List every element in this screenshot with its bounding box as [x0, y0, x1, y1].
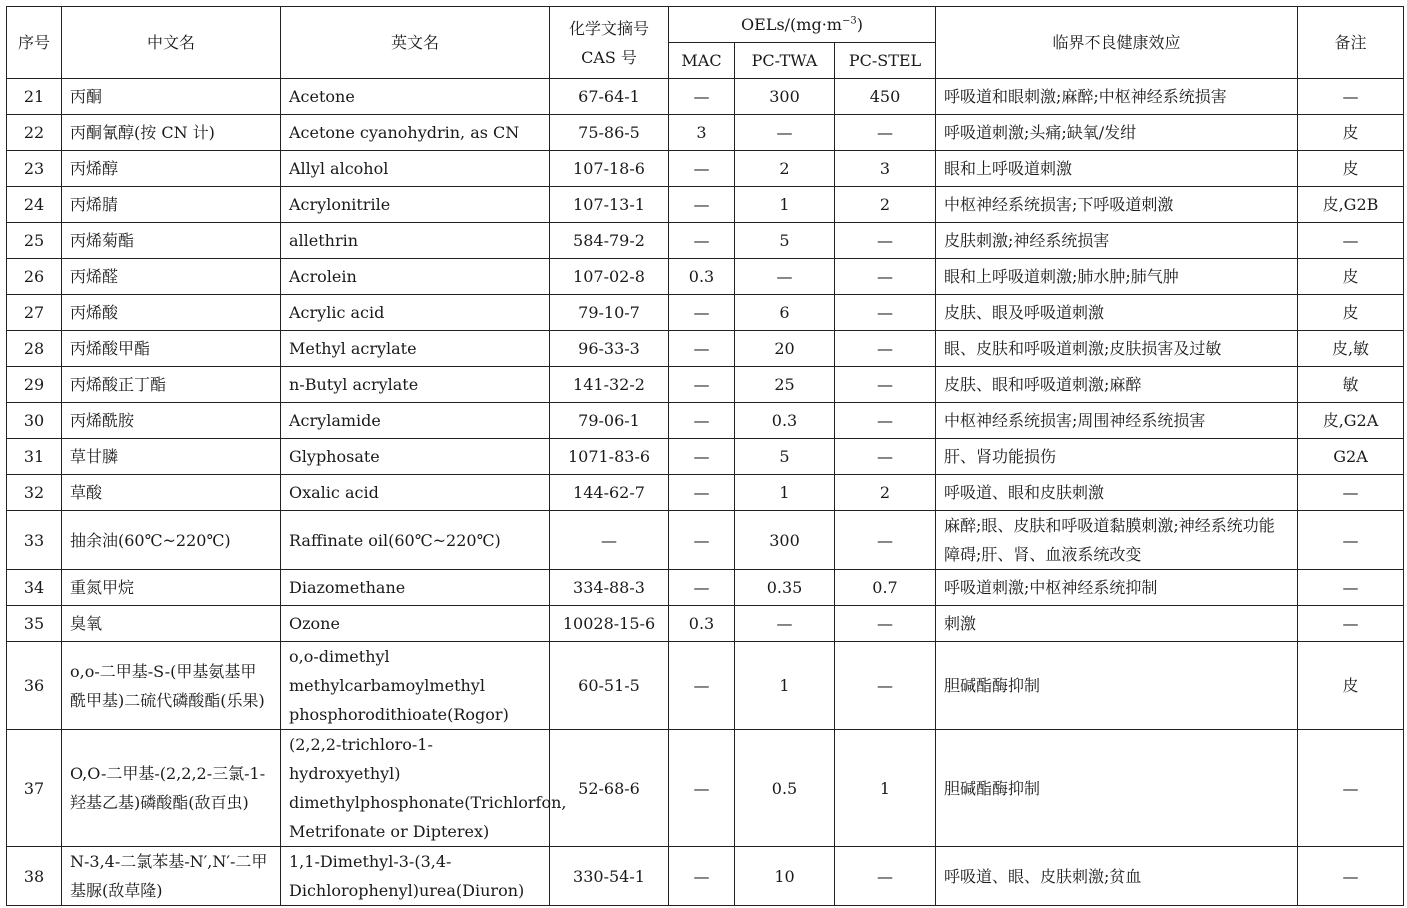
row-mac: —	[669, 187, 735, 223]
row-cn-name: 草酸	[62, 475, 281, 511]
row-pc-twa: —	[735, 606, 835, 642]
row-en-name: Glyphosate	[281, 439, 550, 475]
row-cn-name: 草甘膦	[62, 439, 281, 475]
row-cas: 1071-83-6	[550, 439, 669, 475]
table-row	[7, 847, 1404, 906]
row-pc-twa: 1	[735, 187, 835, 223]
row-remark: —	[1298, 570, 1404, 606]
row-en-name: Raffinate oil(60℃~220℃)	[281, 511, 550, 570]
row-cn-name: 丙烯醇	[62, 151, 281, 187]
row-remark: —	[1298, 606, 1404, 642]
row-effect: 中枢神经系统损害;周围神经系统损害	[936, 403, 1298, 439]
row-cn-name: 丙酮	[62, 79, 281, 115]
row-en-name: Ozone	[281, 606, 550, 642]
row-pc-twa: 5	[735, 223, 835, 259]
row-pc-stel: —	[835, 331, 936, 367]
row-mac: —	[669, 403, 735, 439]
row-remark: 皮	[1298, 115, 1404, 151]
row-cn-name: 丙烯醛	[62, 259, 281, 295]
row-effect: 呼吸道刺激;中枢神经系统抑制	[936, 570, 1298, 606]
row-cas: 96-33-3	[550, 331, 669, 367]
row-pc-twa: 300	[735, 511, 835, 570]
row-mac: —	[669, 367, 735, 403]
table-row	[7, 475, 1404, 511]
row-remark: 皮	[1298, 642, 1404, 730]
row-cas: 52-68-6	[550, 730, 669, 847]
row-pc-stel: —	[835, 367, 936, 403]
header-pc-twa: PC-TWA	[735, 43, 835, 79]
row-cas: —	[550, 511, 669, 570]
header-pc-stel: PC-STEL	[835, 43, 936, 79]
row-en-name: Acrylonitrile	[281, 187, 550, 223]
header-cas-line1: 化学文摘号	[568, 18, 649, 38]
row-pc-stel: —	[835, 259, 936, 295]
row-en-name: Diazomethane	[281, 570, 550, 606]
table-row	[7, 259, 1404, 295]
header-oels-prefix: OELs/(mg·m	[741, 15, 842, 34]
row-seq: 36	[7, 642, 62, 730]
row-mac: —	[669, 331, 735, 367]
row-mac: —	[669, 223, 735, 259]
row-en-name: n-Butyl acrylate	[281, 367, 550, 403]
row-remark: 皮	[1298, 295, 1404, 331]
header-cas	[550, 7, 669, 79]
table-row	[7, 367, 1404, 403]
row-effect: 眼和上呼吸道刺激	[936, 151, 1298, 187]
table-row	[7, 511, 1404, 570]
row-seq: 27	[7, 295, 62, 331]
row-seq: 26	[7, 259, 62, 295]
table-row	[7, 115, 1404, 151]
row-remark: 皮,G2B	[1298, 187, 1404, 223]
table-row	[7, 295, 1404, 331]
row-pc-stel: —	[835, 511, 936, 570]
row-remark: —	[1298, 223, 1404, 259]
header-oels	[669, 7, 936, 43]
row-pc-stel: 2	[835, 475, 936, 511]
row-pc-twa: 1	[735, 642, 835, 730]
row-cas: 79-10-7	[550, 295, 669, 331]
row-pc-stel: 3	[835, 151, 936, 187]
row-cas: 141-32-2	[550, 367, 669, 403]
row-pc-twa: 0.35	[735, 570, 835, 606]
row-pc-twa: —	[735, 115, 835, 151]
row-mac: —	[669, 511, 735, 570]
row-effect: 呼吸道刺激;头痛;缺氧/发绀	[936, 115, 1298, 151]
row-en-name: Acrylamide	[281, 403, 550, 439]
row-cas: 75-86-5	[550, 115, 669, 151]
row-en-name: Acetone	[281, 79, 550, 115]
row-cn-name: O,O-二甲基-(2,2,2-三氯-1-羟基乙基)磷酸酯(敌百虫)	[62, 730, 281, 847]
row-pc-twa: 6	[735, 295, 835, 331]
row-en-name: allethrin	[281, 223, 550, 259]
row-mac: —	[669, 439, 735, 475]
row-remark: G2A	[1298, 439, 1404, 475]
header-seq: 序号	[7, 7, 62, 79]
row-pc-twa: 0.3	[735, 403, 835, 439]
row-seq: 28	[7, 331, 62, 367]
row-cas: 330-54-1	[550, 847, 669, 906]
table-row	[7, 606, 1404, 642]
row-seq: 29	[7, 367, 62, 403]
row-cas: 107-02-8	[550, 259, 669, 295]
row-seq: 31	[7, 439, 62, 475]
row-cn-name: 抽余油(60℃~220℃)	[62, 511, 281, 570]
table-row	[7, 331, 1404, 367]
row-pc-stel: —	[835, 115, 936, 151]
header-remark: 备注	[1298, 7, 1404, 79]
header-en-name: 英文名	[281, 7, 550, 79]
row-pc-twa: —	[735, 259, 835, 295]
oel-table	[6, 6, 1404, 906]
row-pc-stel: —	[835, 606, 936, 642]
table-row	[7, 187, 1404, 223]
row-effect: 皮肤、眼和呼吸道刺激;麻醉	[936, 367, 1298, 403]
row-cn-name: N-3,4-二氯苯基-N′,N′-二甲基脲(敌草隆)	[62, 847, 281, 906]
row-mac: —	[669, 570, 735, 606]
row-cn-name: 丙烯酸	[62, 295, 281, 331]
row-remark: —	[1298, 475, 1404, 511]
row-pc-twa: 25	[735, 367, 835, 403]
table-row	[7, 642, 1404, 730]
row-en-name: Acrolein	[281, 259, 550, 295]
table-body	[7, 79, 1404, 906]
row-remark: —	[1298, 79, 1404, 115]
row-cas: 60-51-5	[550, 642, 669, 730]
row-cas: 107-18-6	[550, 151, 669, 187]
row-cas: 334-88-3	[550, 570, 669, 606]
header-effect: 临界不良健康效应	[936, 7, 1298, 79]
row-remark: 皮	[1298, 259, 1404, 295]
row-seq: 37	[7, 730, 62, 847]
row-cn-name: 丙酮氰醇(按 CN 计)	[62, 115, 281, 151]
row-pc-stel: 0.7	[835, 570, 936, 606]
row-mac: —	[669, 847, 735, 906]
row-cas: 144-62-7	[550, 475, 669, 511]
row-remark: 皮,敏	[1298, 331, 1404, 367]
row-pc-stel: —	[835, 223, 936, 259]
row-en-name: Allyl alcohol	[281, 151, 550, 187]
row-remark: —	[1298, 847, 1404, 906]
row-cn-name: 丙烯菊酯	[62, 223, 281, 259]
table-row	[7, 223, 1404, 259]
row-seq: 21	[7, 79, 62, 115]
table-row	[7, 79, 1404, 115]
table-row	[7, 403, 1404, 439]
row-pc-twa: 1	[735, 475, 835, 511]
header-mac: MAC	[669, 43, 735, 79]
row-cn-name: 丙烯酸甲酯	[62, 331, 281, 367]
header-cas-line2: CAS 号	[581, 47, 637, 67]
row-remark: —	[1298, 511, 1404, 570]
row-en-name: o,o-dimethyl methylcarbamoylmethyl phosphorodithioate(Rogor)	[281, 642, 550, 730]
row-pc-twa: 20	[735, 331, 835, 367]
row-cas: 107-13-1	[550, 187, 669, 223]
row-mac: —	[669, 642, 735, 730]
row-cn-name: 丙烯酸正丁酯	[62, 367, 281, 403]
row-seq: 25	[7, 223, 62, 259]
row-pc-stel: —	[835, 847, 936, 906]
row-en-name: Acetone cyanohydrin, as CN	[281, 115, 550, 151]
row-effect: 刺激	[936, 606, 1298, 642]
row-effect: 胆碱酯酶抑制	[936, 730, 1298, 847]
row-mac: 0.3	[669, 606, 735, 642]
row-mac: —	[669, 151, 735, 187]
row-cn-name: o,o-二甲基-S-(甲基氨基甲酰甲基)二硫代磷酸酯(乐果)	[62, 642, 281, 730]
row-cn-name: 臭氧	[62, 606, 281, 642]
row-en-name: 1,1-Dimethyl-3-(3,4-Dichlorophenyl)urea(Diuron)	[281, 847, 550, 906]
row-effect: 眼、皮肤和呼吸道刺激;皮肤损害及过敏	[936, 331, 1298, 367]
row-seq: 23	[7, 151, 62, 187]
row-mac: —	[669, 730, 735, 847]
row-seq: 32	[7, 475, 62, 511]
row-en-name: Acrylic acid	[281, 295, 550, 331]
row-pc-twa: 0.5	[735, 730, 835, 847]
row-seq: 35	[7, 606, 62, 642]
row-seq: 22	[7, 115, 62, 151]
row-pc-stel: —	[835, 295, 936, 331]
row-pc-twa: 2	[735, 151, 835, 187]
table-row	[7, 570, 1404, 606]
row-effect: 眼和上呼吸道刺激;肺水肿;肺气肿	[936, 259, 1298, 295]
row-remark: 皮	[1298, 151, 1404, 187]
row-pc-stel: —	[835, 403, 936, 439]
row-pc-stel: 1	[835, 730, 936, 847]
row-en-name: (2,2,2-trichloro-1-hydroxyethyl) dimethylphosphonate(Trichlorfon, Metrifonate or Dipterex)	[281, 730, 550, 847]
row-mac: —	[669, 79, 735, 115]
row-mac: 3	[669, 115, 735, 151]
row-en-name: Oxalic acid	[281, 475, 550, 511]
row-mac: —	[669, 295, 735, 331]
row-effect: 中枢神经系统损害;下呼吸道刺激	[936, 187, 1298, 223]
row-pc-stel: —	[835, 642, 936, 730]
row-remark: —	[1298, 730, 1404, 847]
row-effect: 呼吸道、眼、皮肤刺激;贫血	[936, 847, 1298, 906]
row-pc-stel: 450	[835, 79, 936, 115]
row-remark: 敏	[1298, 367, 1404, 403]
row-seq: 34	[7, 570, 62, 606]
row-seq: 24	[7, 187, 62, 223]
row-effect: 肝、肾功能损伤	[936, 439, 1298, 475]
row-pc-stel: —	[835, 439, 936, 475]
header-oels-sup: −3	[841, 15, 857, 27]
row-cas: 584-79-2	[550, 223, 669, 259]
row-cn-name: 丙烯酰胺	[62, 403, 281, 439]
row-effect: 呼吸道和眼刺激;麻醉;中枢神经系统损害	[936, 79, 1298, 115]
row-cn-name: 重氮甲烷	[62, 570, 281, 606]
row-pc-twa: 5	[735, 439, 835, 475]
row-mac: —	[669, 475, 735, 511]
row-effect: 胆碱酯酶抑制	[936, 642, 1298, 730]
row-cas: 79-06-1	[550, 403, 669, 439]
row-cas: 10028-15-6	[550, 606, 669, 642]
table-row	[7, 151, 1404, 187]
row-pc-stel: 2	[835, 187, 936, 223]
row-cn-name: 丙烯腈	[62, 187, 281, 223]
row-seq: 33	[7, 511, 62, 570]
table-header	[7, 7, 1404, 79]
row-effect: 麻醉;眼、皮肤和呼吸道黏膜刺激;神经系统功能障碍;肝、肾、血液系统改变	[936, 511, 1298, 570]
row-cas: 67-64-1	[550, 79, 669, 115]
table-row	[7, 730, 1404, 847]
row-effect: 呼吸道、眼和皮肤刺激	[936, 475, 1298, 511]
row-remark: 皮,G2A	[1298, 403, 1404, 439]
header-cn-name: 中文名	[62, 7, 281, 79]
row-en-name: Methyl acrylate	[281, 331, 550, 367]
header-oels-suffix: )	[856, 15, 863, 34]
table-row	[7, 439, 1404, 475]
row-effect: 皮肤、眼及呼吸道刺激	[936, 295, 1298, 331]
row-mac: 0.3	[669, 259, 735, 295]
row-seq: 30	[7, 403, 62, 439]
row-effect: 皮肤刺激;神经系统损害	[936, 223, 1298, 259]
row-pc-twa: 10	[735, 847, 835, 906]
row-seq: 38	[7, 847, 62, 906]
row-pc-twa: 300	[735, 79, 835, 115]
